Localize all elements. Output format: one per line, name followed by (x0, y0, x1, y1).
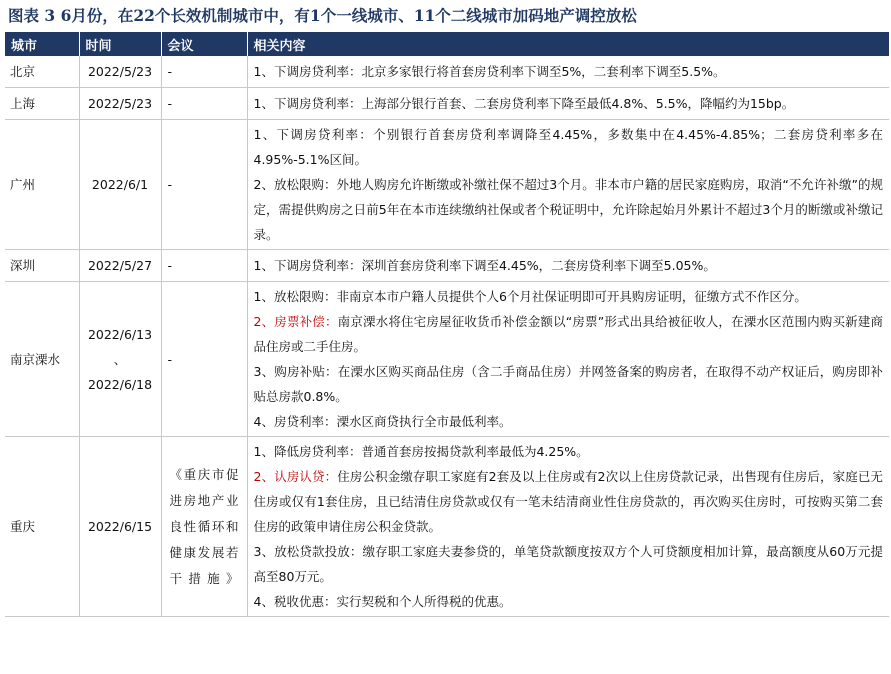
policy-item (254, 464, 884, 539)
city-cell: 上海 (5, 88, 79, 120)
content-cell (247, 56, 889, 88)
policy-item (254, 439, 884, 464)
policy-table (5, 32, 889, 617)
item-number: 2、 (253, 469, 275, 484)
date-cell: 2022/5/27 (79, 250, 161, 282)
header-date: 时间 (79, 32, 161, 56)
item-text: 南京溧水将住宅房屋征收货币补偿金额以“房票”形式出具给被征收人，在溧水区范围内购买新建商品住房或二手住房。 (253, 314, 883, 354)
table-row (5, 437, 889, 617)
content-cell (247, 250, 889, 282)
meeting-cell: - (161, 88, 247, 120)
content-cell (247, 120, 889, 250)
policy-item (254, 122, 884, 172)
table-body (5, 56, 889, 617)
date-cell: 2022/5/23 (79, 88, 161, 120)
item-text: 1、下调房贷利率：上海部分银行首套、二套房贷利率下降至最低4.8%、5.5%，降幅约为15bp。 (253, 96, 795, 111)
date-cell: 2022/6/1 (79, 120, 161, 250)
policy-item (254, 284, 884, 309)
content-cell (247, 437, 889, 617)
meeting-cell: - (161, 120, 247, 250)
item-text: 1、下调房贷利率：深圳首套房贷利率下调至4.45%，二套房贷利率下调至5.05%。 (253, 258, 716, 273)
table-row (5, 88, 889, 120)
header-meeting: 会议 (161, 32, 247, 56)
date-cell: 2022/6/15 (79, 437, 161, 617)
policy-item (254, 91, 884, 116)
date-cell: 2022/6/13 、 2022/6/18 (79, 282, 161, 437)
city-cell: 南京溧水 (5, 282, 79, 437)
item-text: 3、放松贷款投放：缴存职工家庭夫妻参贷的，单笔贷款额度按双方个人可贷额度相加计算，最高额度从60万元提高至80万元。 (253, 544, 883, 584)
city-cell: 北京 (5, 56, 79, 88)
item-text: 4、房贷利率：溧水区商贷执行全市最低利率。 (253, 414, 512, 429)
meeting-cell: - (161, 250, 247, 282)
item-text: 住房公积金缴存职工家庭有2套及以上住房或有2次以上住房贷款记录，出售现有住房后，家庭已无住房或仅有1套住房，且已结清住房贷款或仅有一笔未结清商业性住房贷款的，再次购买住房时，可按购买第二套住房的政策申请住房公积金贷款。 (253, 469, 883, 534)
item-text: 3、购房补贴：在溧水区购买商品住房（含二手商品住房）并网签备案的购房者，在取得不动产权证后，购房即补贴总房款0.8%。 (253, 364, 883, 404)
meeting-cell: - (161, 56, 247, 88)
figure-title: 图表 3 6月份，在22个长效机制城市中，有1个一线城市、11个二线城市加码地产调控放松 (8, 6, 637, 25)
meeting-cell: 《重庆市促进房地产业良性循环和健康发展若干措施》 (161, 437, 247, 617)
table-row (5, 120, 889, 250)
highlight-label: 认房认贷： (274, 469, 338, 484)
content-cell (247, 88, 889, 120)
item-text: 1、下调房贷利率：北京多家银行将首套房贷利率下调至5%，二套利率下调至5.5%。 (253, 64, 726, 79)
item-text: 1、放松限购：非南京本市户籍人员提供个人6个月社保证明即可开具购房证明，征缴方式不作区分。 (253, 289, 807, 304)
table-row (5, 250, 889, 282)
table-row (5, 282, 889, 437)
item-text: 4、税收优惠：实行契税和个人所得税的优惠。 (253, 594, 512, 609)
policy-item (254, 309, 884, 359)
highlight-label: 房票补偿： (274, 314, 338, 329)
city-cell: 重庆 (5, 437, 79, 617)
date-cell: 2022/5/23 (79, 56, 161, 88)
item-number: 2、 (253, 314, 275, 329)
header-content: 相关内容 (247, 32, 889, 56)
policy-item (254, 409, 884, 434)
header-city: 城市 (5, 32, 79, 56)
policy-item (254, 539, 884, 589)
city-cell: 广州 (5, 120, 79, 250)
policy-item (254, 59, 884, 84)
item-text: 1、下调房贷利率：个别银行首套房贷利率调降至4.45%，多数集中在4.45%-4.85%；二套房贷利率多在4.95%-5.1%区间。 (253, 127, 883, 167)
content-cell (247, 282, 889, 437)
policy-item (254, 253, 884, 278)
table-header-row (5, 32, 889, 56)
city-cell: 深圳 (5, 250, 79, 282)
table-row (5, 56, 889, 88)
item-text: 2、放松限购：外地人购房允许断缴或补缴社保不超过3个月。非本市户籍的居民家庭购房，取消“不允许补缴”的规定，需提供购房之日前5年在本市连续缴纳社保或者个税证明中，允许除起始月外累计不超过3个月的断缴或补缴记录。 (253, 177, 883, 242)
policy-item (254, 589, 884, 614)
item-text: 1、降低房贷利率：普通首套房按揭贷款利率最低为4.25%。 (253, 444, 589, 459)
policy-item (254, 359, 884, 409)
policy-item (254, 172, 884, 247)
meeting-cell: - (161, 282, 247, 437)
